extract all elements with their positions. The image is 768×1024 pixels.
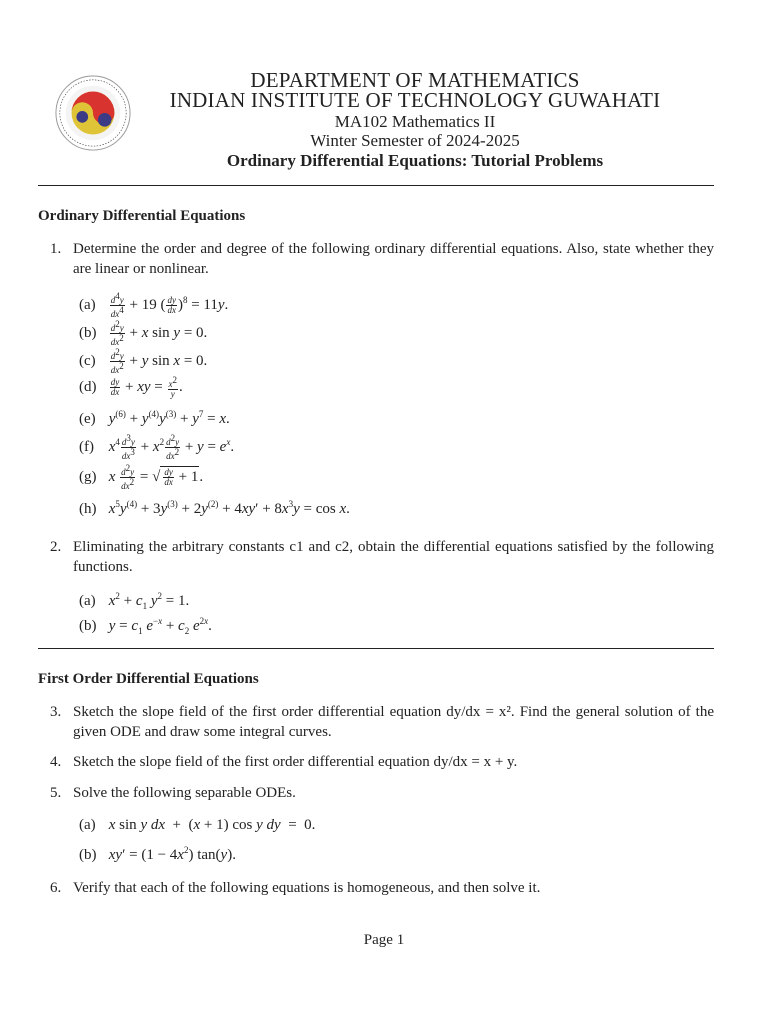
q1-item-e: (e) $y^{(6)} + y^{(4)}y^{(3)} + y^7 = x$. bbox=[79, 409, 230, 427]
item-label: (e) bbox=[79, 411, 96, 427]
item-label: (a) bbox=[79, 817, 96, 833]
page-number: Page 1 bbox=[363, 932, 405, 948]
question-2 bbox=[50, 537, 714, 577]
section-heading-ode: Ordinary Differential Equations bbox=[38, 208, 246, 224]
course-title: MA102 Mathematics II bbox=[334, 112, 496, 131]
item-label: (f) bbox=[79, 439, 94, 455]
q1-item-h: (h) $x^5y^{(4)} + 3y^{(3)} + 2y^{(2)} + 4xy' + 8x^3y = \cos x$. bbox=[79, 499, 350, 517]
q1-item-a: (a) $\frac{d^4y}{dx^4}$ + 19 ( $\frac{dy}{dx}$ )$^8$ = 11y. bbox=[79, 291, 229, 320]
section-divider bbox=[38, 648, 714, 649]
institute-title: INDIAN INSTITUTE OF TECHNOLOGY GUWAHATI bbox=[169, 88, 661, 112]
q1-item-c: (c) $\frac{d^2y}{dx^2}$ + y sin x = 0. bbox=[79, 347, 208, 375]
question-number: 5. bbox=[50, 785, 62, 801]
q5-item-b: (b) $xy' = (1 - 4x^2)$ tan(y). bbox=[79, 845, 236, 863]
item-label: (h) bbox=[79, 501, 97, 517]
question-number: 1. bbox=[50, 241, 62, 257]
q1-item-b: (b) $\frac{d^2y}{dx^2}$ + x sin y = 0. bbox=[79, 319, 208, 347]
q2-item-b: (b) $y = c_1$ $e^{-x} + c_2$ $e^{2x}$. bbox=[79, 616, 212, 636]
q5-item-a: (a) x sin y dx + (x + 1) cos y dy = 0. bbox=[79, 817, 316, 833]
item-label: (a) bbox=[79, 593, 96, 609]
item-label: (c) bbox=[79, 352, 96, 369]
question-text: Eliminating the arbitrary constants c1 and c2, obtain the differential equations satisfied by the following functions. bbox=[73, 539, 714, 575]
question-6 bbox=[50, 878, 714, 898]
question-text: Solve the following separable ODEs. bbox=[73, 785, 296, 801]
item-label: (b) bbox=[79, 618, 97, 634]
question-text: Sketch the slope field of the first order differential equation dy/dx = x + y. bbox=[73, 754, 518, 770]
q1-item-g: (g) x $\frac{d^2y}{dx^2}$ = √ $\frac{dy}{dx}$ + 1. bbox=[79, 463, 204, 491]
question-1 bbox=[50, 239, 714, 279]
question-number: 2. bbox=[50, 539, 62, 555]
question-5 bbox=[50, 783, 714, 803]
item-label: (d) bbox=[79, 378, 97, 395]
q1-item-d: (d) $\frac{dy}{dx}$ + xy = $\frac{x^2}{y}$ . bbox=[79, 375, 183, 399]
top-divider bbox=[38, 185, 714, 186]
item-label: (b) bbox=[79, 324, 97, 341]
q1-item-f: (f) $x^4$ $\frac{d^3y}{dx^3}$ + $x^2$ $\frac{d^2y}{dx^2}$ + $y = e^x$. bbox=[79, 433, 235, 462]
question-text: Verify that each of the following equations is homogeneous, and then solve it. bbox=[73, 880, 541, 896]
question-4 bbox=[50, 752, 714, 772]
document-header bbox=[160, 70, 670, 172]
section-heading-first-order: First Order Differential Equations bbox=[38, 671, 259, 687]
item-label: (g) bbox=[79, 468, 97, 485]
q2-item-a: (a) $x^2 + c_1$ $y^2 = 1$. bbox=[79, 591, 190, 611]
iitg-logo bbox=[54, 74, 132, 152]
question-number: 3. bbox=[50, 704, 62, 720]
topic-title: Ordinary Differential Equations: Tutorial Problems bbox=[226, 151, 604, 170]
item-label: (b) bbox=[79, 847, 97, 863]
question-text: Determine the order and degree of the following ordinary differential equations. Also, state whether they are linear or nonlinear. bbox=[73, 241, 714, 277]
question-number: 4. bbox=[50, 754, 62, 770]
semester-line: Winter Semester of 2024-2025 bbox=[310, 131, 520, 150]
department-title: DEPARTMENT OF MATHEMATICS bbox=[250, 68, 580, 92]
question-number: 6. bbox=[50, 880, 62, 896]
question-3 bbox=[50, 702, 714, 742]
item-label: (a) bbox=[79, 297, 96, 313]
question-text: Sketch the slope field of the first order differential equation dy/dx = x². Find the general solution of the given ODE and draw some integral curves. bbox=[73, 704, 714, 740]
